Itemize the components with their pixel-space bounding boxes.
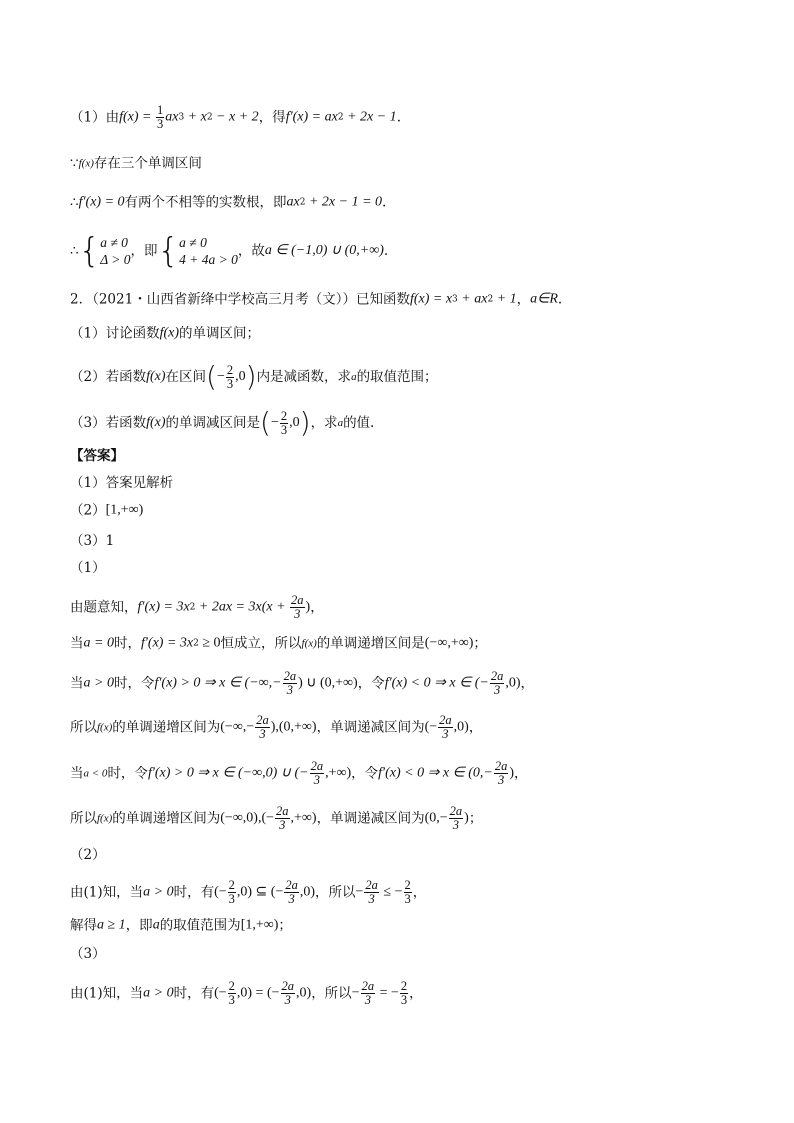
text: （1）由 [70, 109, 120, 126]
text: 的取值范围； [356, 369, 438, 385]
text: （1）讨论函数 [70, 325, 160, 342]
fraction: $\frac{2}{3}$ [228, 979, 235, 1007]
math: + 2x − 1 = 0 [305, 194, 383, 210]
because-line [70, 154, 202, 173]
text: 当 [70, 635, 84, 652]
solution-derivative: 由题意知，f′(x) = 3x2 + 2ax = 3x(x + $\frac{2a}{3}$ )， [70, 593, 324, 621]
text: （2） [70, 502, 106, 519]
math: + 2ax = 3x(x + [195, 599, 290, 615]
math: f′(x) > 0 ⇒ x ∈ (−∞,0) ∪ (− [147, 765, 309, 781]
math: f(x) [97, 721, 113, 734]
math: ,0) [453, 719, 469, 735]
text: 恒成立，所以 [220, 635, 302, 652]
fraction: $\frac{2a}{3}$ [256, 713, 269, 741]
math: f′(x) < 0 ⇒ x ∈ (0,− [378, 765, 493, 781]
text: 时，令 [113, 675, 155, 692]
fraction: $\frac{2a}{3}$ [490, 669, 504, 697]
text: 当 [70, 675, 84, 692]
math: f(x) [146, 369, 166, 384]
math: ,+∞) [325, 765, 352, 781]
math: − x + 2 [212, 109, 259, 125]
solution-3-label: （3） [70, 946, 106, 962]
math: ,0) [505, 675, 521, 691]
text: . [557, 291, 563, 308]
text: ， [468, 719, 483, 736]
fraction: $\frac{2a}{3}$ [449, 804, 463, 832]
fraction: $\frac{2}{3}$ [228, 878, 235, 906]
math: ) [464, 810, 469, 826]
text: 由(1)知，当 [70, 884, 144, 901]
fraction: $\frac{1}{3}$ [156, 103, 164, 131]
solution-2-line-2 [70, 916, 292, 935]
text: ，单调递减区间为 [316, 719, 425, 736]
text: 2．（2021・山西省新绛中学校高三月考（文））已知函数 [70, 291, 410, 308]
case-a-negative [70, 760, 528, 787]
math: − [216, 369, 225, 384]
text: ， [310, 599, 324, 616]
math: (− [214, 884, 227, 900]
answer-1: （1）答案见解析 [70, 475, 174, 491]
text: ，求 [310, 415, 338, 431]
math: − [351, 985, 360, 1001]
math: = − [376, 985, 399, 1001]
question-2-part3: （3）若函数f(x)的单调减区间是(− $\frac{2}{3}$ ,0)，求a的值. [70, 406, 375, 439]
math: [1,+∞) [105, 502, 144, 518]
text: 时，有 [173, 985, 215, 1002]
math: ax [286, 194, 300, 210]
text: 时，有 [173, 884, 215, 901]
fraction: $\frac{2a}{3}$ [276, 804, 289, 832]
text: 由(1)知，当 [70, 985, 144, 1002]
math: ,0) [296, 985, 312, 1001]
math: f(x) [78, 157, 94, 170]
math: ,+∞) [290, 810, 317, 826]
math: [1,+∞) [240, 917, 279, 933]
text: 解得 [70, 917, 97, 934]
math: f(x) = [119, 109, 155, 125]
math: f′(x) = ax [285, 109, 338, 125]
text: 当 [70, 765, 84, 782]
text: ，所以 [311, 985, 352, 1002]
answer-2 [70, 501, 143, 520]
case-a-positive [70, 670, 534, 697]
math: f(x) [97, 812, 113, 825]
solution-3-line-1 [70, 980, 423, 1007]
text: ， [520, 675, 535, 692]
math: a [351, 371, 357, 383]
fraction: $\frac{2}{3}$ [280, 408, 288, 437]
text: 在区间 [165, 369, 207, 385]
text: ，得 [258, 109, 286, 126]
math: ) [509, 765, 515, 781]
math: ) [305, 599, 311, 615]
math: (0,− [424, 810, 448, 826]
math: a ∈ (−1,0) ∪ (0,+∞) [264, 243, 384, 258]
math: (−∞,− [220, 719, 255, 735]
text: 由题意知， [70, 599, 138, 616]
text: 时，令 [107, 765, 148, 782]
text: ， [516, 291, 531, 308]
math: f(x) [301, 637, 317, 650]
text: ，单调递减区间为 [316, 810, 425, 827]
text: ，即 [125, 917, 153, 934]
fraction: $\frac{2a}{3}$ [283, 669, 297, 697]
math: (− [424, 719, 438, 735]
fraction: $\frac{2}{3}$ [404, 878, 411, 906]
math: ax [165, 109, 179, 125]
math: ,0) = (− [236, 985, 280, 1001]
math: ≥ 0 [198, 635, 221, 651]
system-2: a ≠ 0 4 + 4a > 0 [179, 235, 238, 267]
solution-1-label: （1） [70, 560, 106, 576]
text: 的值. [343, 415, 375, 431]
math: + 1 [493, 291, 517, 307]
math: ) ∪ (0,+∞) [298, 675, 358, 691]
math: f′(x) > 0 ⇒ x ∈ (−∞,− [154, 675, 282, 691]
math: a > 0 [83, 675, 114, 691]
solution-2-line-1 [70, 879, 426, 906]
therefore-symbol: ∴ [70, 194, 79, 211]
math: (−∞,+∞) [424, 635, 474, 651]
fraction: $\frac{2a}{3}$ [291, 593, 304, 621]
text: 的单调递增区间是 [316, 635, 425, 652]
answer-heading: 【答案】 [70, 448, 124, 464]
text: ， [412, 884, 427, 901]
text: 时， [113, 635, 141, 652]
math: f′(x) < 0 ⇒ x ∈ (− [384, 675, 489, 691]
math: a > 0 [143, 985, 174, 1001]
text: 所以 [70, 719, 97, 736]
math: a < 0 [83, 767, 108, 780]
text: 的单调递增区间为 [112, 810, 221, 827]
text: ，所以 [315, 884, 356, 901]
text: ，故 [237, 243, 265, 259]
math: + x [184, 109, 207, 125]
text: . [383, 243, 389, 259]
math: (− [214, 985, 227, 1001]
text: 有两个不相等的实数根，即 [124, 194, 287, 211]
math: a [152, 917, 160, 933]
solution-part1-line: （1）由f(x) = $\frac{1}{3}$ ax3 + x2 − x + 2，得f′(x) = ax2 + 2x − 1. [70, 103, 401, 131]
text: ， [514, 765, 528, 782]
fraction: $\frac{2a}{3}$ [285, 878, 298, 906]
math: f′(x) = 0 [78, 194, 125, 210]
text: （3）若函数 [70, 415, 147, 431]
math: ,0) ⊆ (− [236, 884, 284, 900]
text: ，令 [351, 765, 379, 782]
math: − [355, 884, 364, 900]
text: 的取值范围为 [159, 917, 241, 934]
math: − [270, 415, 279, 430]
text: ，令 [357, 675, 385, 692]
text: . [396, 109, 401, 126]
math: ),(0,+∞) [270, 719, 317, 735]
math: f(x) = x [409, 291, 453, 307]
fraction: $\frac{2a}{3}$ [281, 979, 295, 1007]
therefore-symbol: ∴ [70, 243, 79, 259]
text: ； [473, 635, 487, 652]
text: ； [278, 917, 292, 934]
math: + 2x − 1 [343, 109, 397, 125]
question-2-stem: 2．（2021・山西省新绛中学校高三月考（文））已知函数f(x) = x3 + ax2 + 1，a∈R. [70, 291, 563, 308]
answer-3: （3）1 [70, 533, 115, 549]
math: ,0 [289, 415, 300, 430]
fraction: $\frac{2a}{3}$ [494, 759, 508, 787]
text: ，即 [130, 243, 158, 259]
text: 的单调区间； [179, 325, 261, 342]
math: a > 0 [143, 884, 174, 900]
case-a-negative-intervals [70, 805, 482, 832]
therefore-line-1: ∴f′(x) = 0有两个不相等的实数根，即ax2 + 2x − 1 = 0. [70, 194, 387, 211]
math: a ≥ 1 [97, 917, 126, 933]
text: （2）若函数 [70, 369, 147, 385]
solution-2-label: （2） [70, 847, 106, 863]
math: f′(x) = 3x [140, 635, 194, 651]
text: 的单调递增区间为 [112, 719, 221, 736]
math: f(x) [159, 325, 180, 341]
math: ,0 [235, 369, 246, 384]
math: (−∞,0),(− [220, 810, 275, 826]
text: ； [468, 810, 483, 827]
case-a-positive-intervals [70, 714, 482, 741]
therefore-line-2: ∴{ a ≠ 0 Δ > 0 ，即{ a ≠ 0 4 + 4a > 0 ，故a ∈ (−1,0) ∪ (0,+∞). [70, 231, 389, 271]
math: f′(x) = 3x [137, 599, 190, 615]
text: 内是减函数，求 [256, 369, 352, 385]
text: . [382, 194, 387, 211]
math: ,0) [299, 884, 316, 900]
math: f(x) [146, 415, 166, 430]
question-2-part1 [70, 324, 260, 343]
fraction: $\frac{2a}{3}$ [361, 979, 375, 1007]
math: a [337, 417, 344, 429]
math: ≤ − [379, 884, 403, 900]
fraction: $\frac{2}{3}$ [226, 362, 234, 391]
fraction: $\frac{2a}{3}$ [365, 878, 378, 906]
because-symbol: ∵ [70, 155, 79, 172]
text: 所以 [70, 810, 97, 827]
fraction: $\frac{2a}{3}$ [310, 759, 324, 787]
math: a∈R [530, 291, 558, 307]
text: 存在三个单调区间 [93, 155, 202, 172]
question-2-part2: （2）若函数f(x)在区间(− $\frac{2}{3}$ ,0)内是减函数，求a的取值范围； [70, 360, 438, 393]
system-1: a ≠ 0 Δ > 0 [100, 235, 131, 267]
case-a-zero: 当a = 0时，f′(x) = 3x2 ≥ 0恒成立，所以f(x)的单调递增区间是(−∞,+∞)； [70, 635, 487, 652]
math: a = 0 [83, 635, 114, 651]
math: + ax [457, 291, 488, 307]
fraction: $\frac{2}{3}$ [400, 979, 408, 1007]
text: 的单调减区间是 [165, 415, 261, 431]
text: ， [409, 985, 423, 1002]
fraction: $\frac{2a}{3}$ [439, 713, 452, 741]
